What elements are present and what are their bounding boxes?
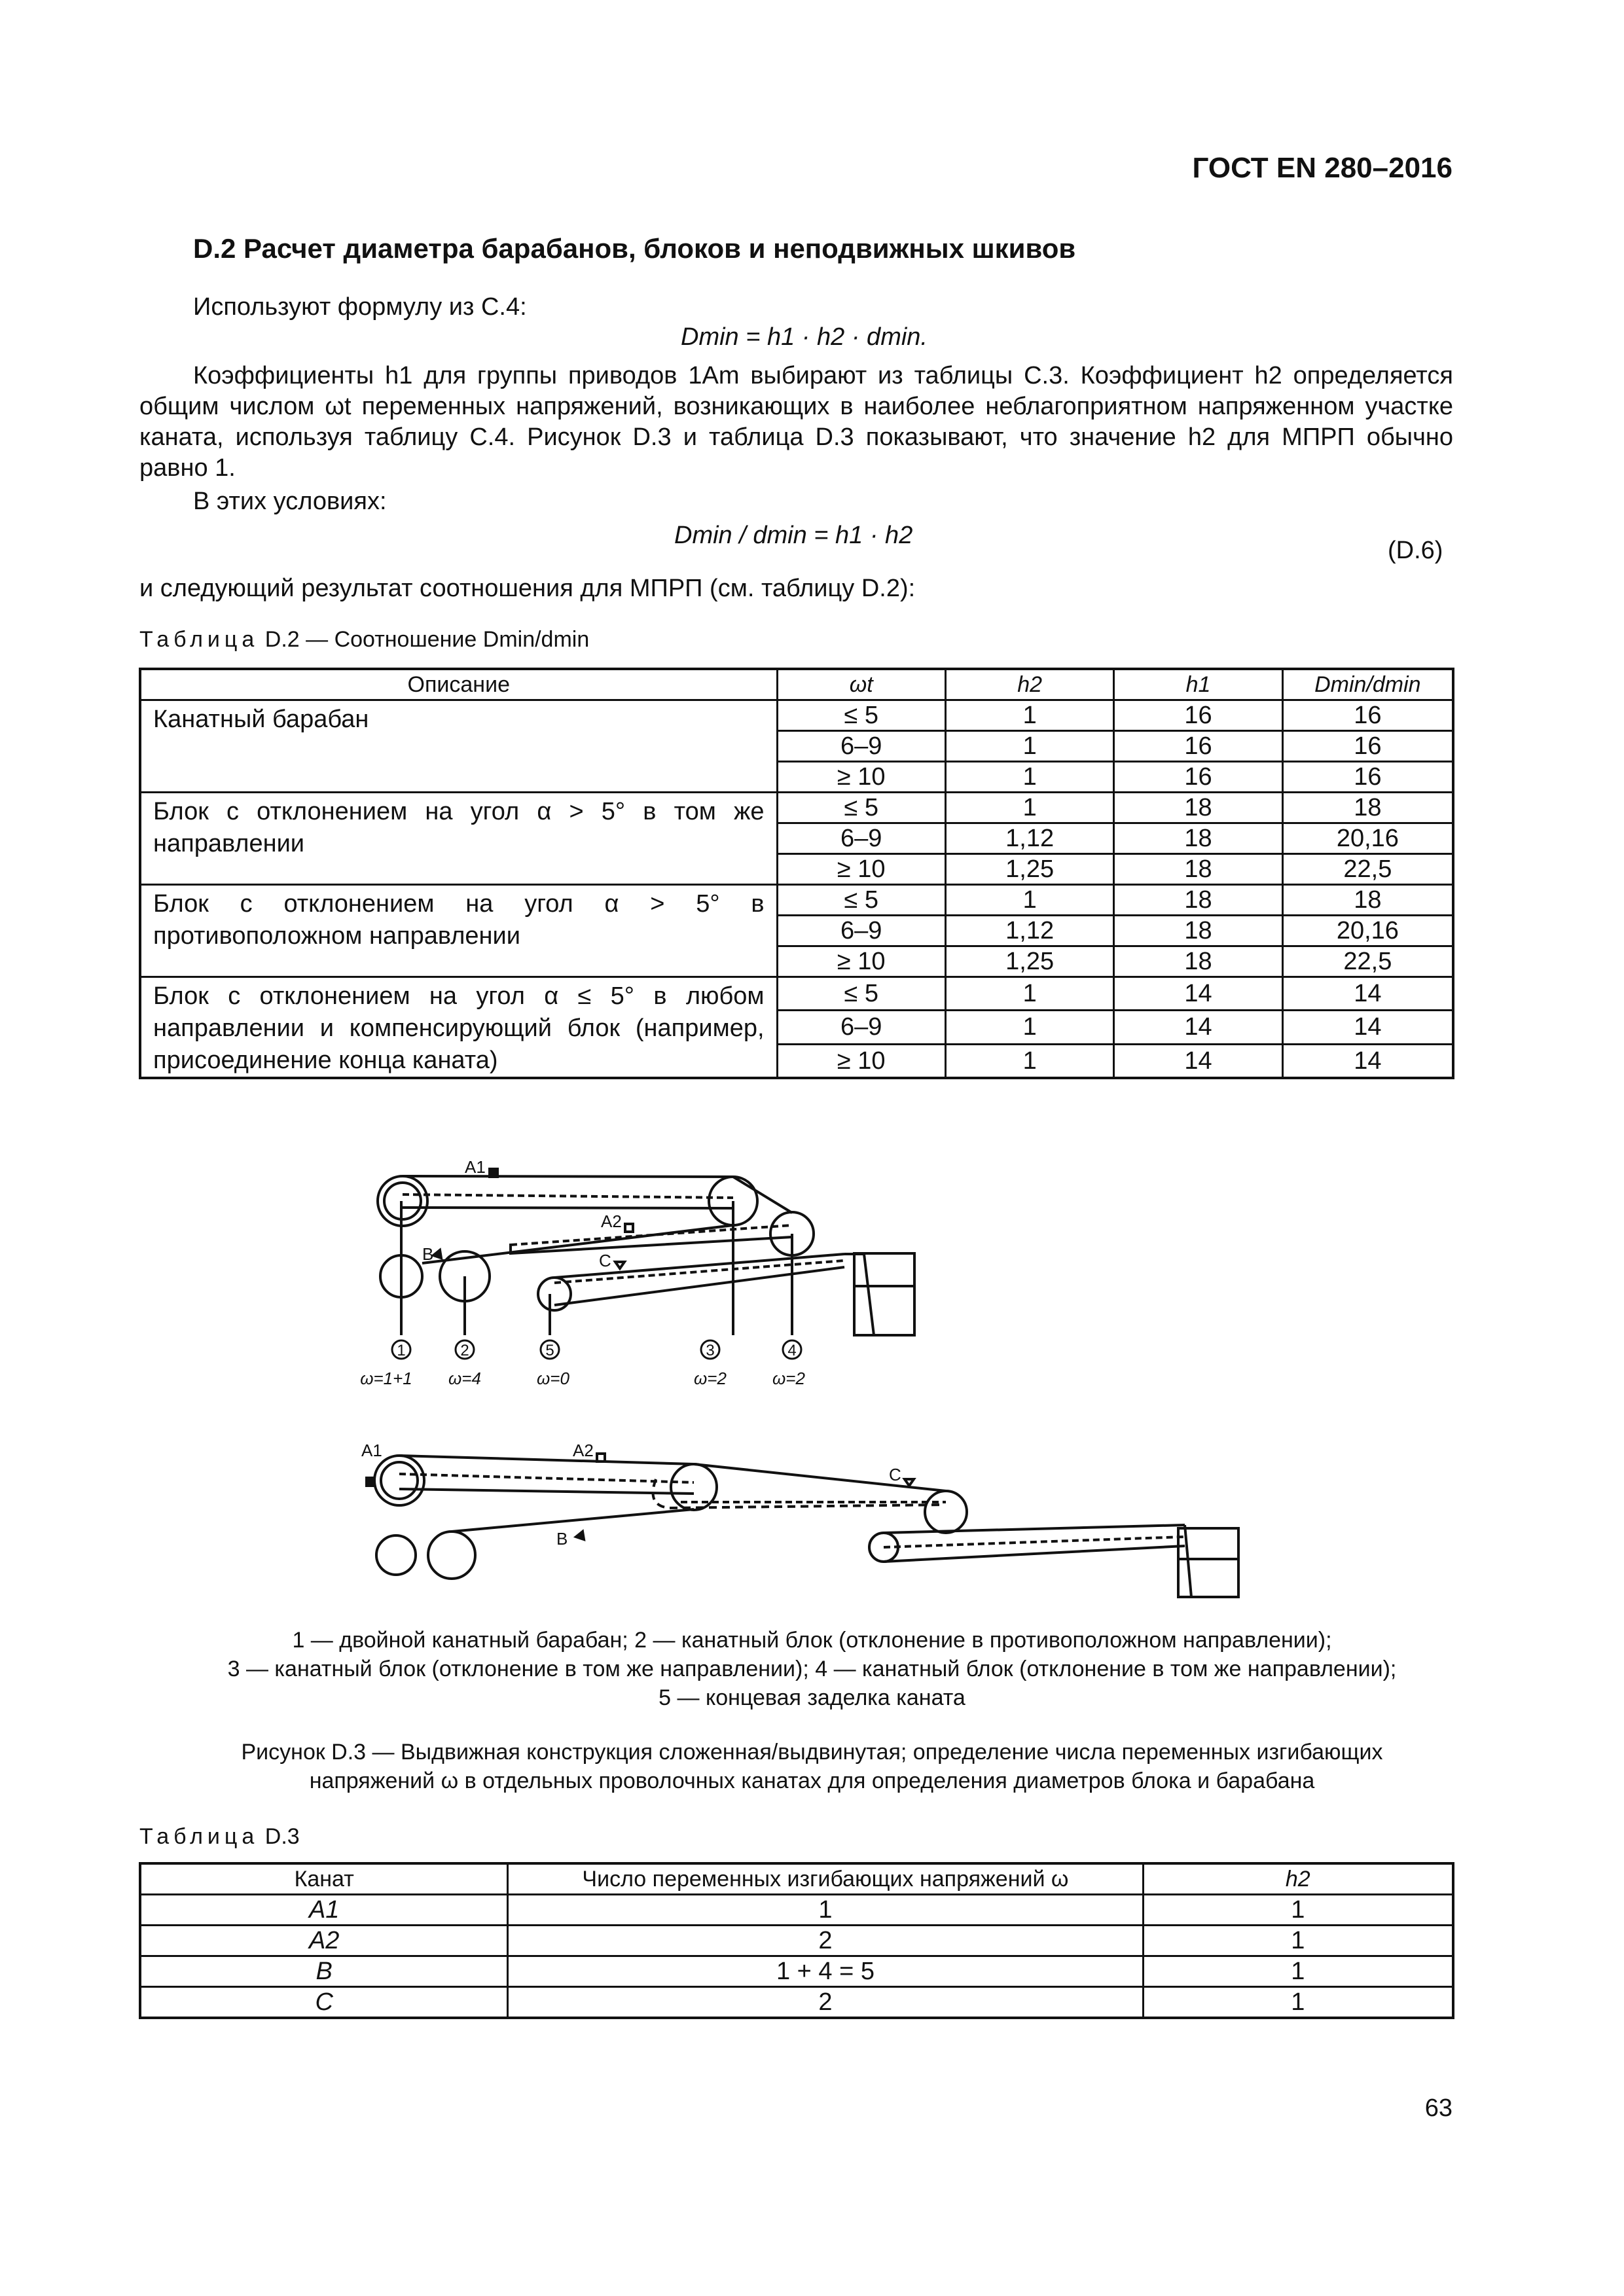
table-cell: A1 (140, 1895, 508, 1926)
table-cell: 1 (945, 793, 1113, 823)
table-d3-caption (139, 1824, 300, 1850)
table-cell: 6–9 (777, 823, 945, 854)
table-cell: 20,16 (1282, 823, 1453, 854)
rope-b-ext (452, 1509, 694, 1532)
table-cell: 1 (945, 762, 1113, 793)
rope-c-ext-drop (1185, 1525, 1191, 1597)
table-cell: 1,25 (945, 854, 1113, 885)
rope-a1-ext-lower (399, 1489, 694, 1494)
sheave-4-ext (925, 1491, 967, 1533)
rope-a1-hatch (403, 1194, 733, 1198)
table-cell: 1 (1143, 1926, 1453, 1956)
table-cell: ≥ 10 (777, 1044, 945, 1078)
table-cell: 18 (1282, 885, 1453, 916)
table-cell: 18 (1114, 793, 1282, 823)
table-d2-caption-rest: D.2 — Соотношение Dmin/dmin (264, 627, 590, 652)
use-formula-text: Используют формулу из C.4: (193, 293, 527, 321)
table-cell: 1 (945, 700, 1113, 731)
table-d2-group-description: Канатный барабан (140, 700, 777, 793)
table-cell: C (140, 1987, 508, 2018)
table-cell: 16 (1282, 731, 1453, 762)
sheave-2-ext (428, 1532, 475, 1579)
table-cell: 22,5 (1282, 854, 1453, 885)
figure-legend-3: 5 — концевая заделка каната (659, 1685, 965, 1710)
conditions-text: В этих условиях: (193, 488, 387, 515)
rope-c-ext-lower (884, 1546, 1185, 1562)
table-d2-header-omega: ωt (777, 669, 945, 700)
label-b-top: B (422, 1244, 434, 1264)
table-cell: 22,5 (1282, 946, 1453, 977)
table-cell: 18 (1282, 793, 1453, 823)
table-d2-header-row (140, 669, 1453, 700)
table-d3-caption-prefix: Таблица (139, 1824, 259, 1849)
table-cell: A2 (140, 1926, 508, 1956)
table-row (140, 1956, 1453, 1987)
table-cell: 1 (945, 1011, 1113, 1044)
a2-marker-ext (597, 1454, 605, 1462)
table-cell: 6–9 (777, 1011, 945, 1044)
figure-legend-2: 3 — канатный блок (отклонение в том же направлении); 4 — канатный блок (отклонение в том же направлении); (227, 1657, 1397, 1681)
table-cell: 1 + 4 = 5 (508, 1956, 1143, 1987)
table-cell: ≤ 5 (777, 700, 945, 731)
table-cell: 1,12 (945, 916, 1113, 946)
label-a1-bottom: A1 (361, 1441, 382, 1460)
table-d2-group-description: Блок с отклонением на угол α ≤ 5° в любом направлении и компенсирующий блок (например, присоединение конца каната) (140, 977, 777, 1079)
table-cell: ≥ 10 (777, 854, 945, 885)
formula-2: Dmin / dmin = h1 · h2 (674, 522, 913, 549)
rope-c-ext-hatch (884, 1537, 1185, 1547)
table-cell: 6–9 (777, 731, 945, 762)
table-cell: 16 (1114, 762, 1282, 793)
result-text: и следующий результат соотношения для МПРП (см. таблицу D.2): (139, 575, 916, 602)
table-cell: 18 (1114, 885, 1282, 916)
table-d2 (139, 668, 1454, 1079)
table-cell: 18 (1114, 946, 1282, 977)
table-cell: 14 (1114, 1044, 1282, 1078)
table-cell: 14 (1282, 977, 1453, 1011)
label-b-bottom: B (556, 1529, 568, 1549)
document-header: ГОСТ EN 280–2016 (1192, 152, 1453, 184)
section-title: D.2 Расчет диаметра барабанов, блоков и неподвижных шкивов (193, 233, 1076, 264)
equation-number: (D.6) (1388, 537, 1443, 564)
table-d3-header-row (140, 1863, 1453, 1895)
rope-c-drop (844, 1254, 874, 1335)
a1-marker (490, 1169, 497, 1177)
table-d2-group-description: Блок с отклонением на угол α > 5° в противоположном направлении (140, 885, 777, 977)
table-cell: 1 (1143, 1895, 1453, 1926)
page-number: 63 (1424, 2094, 1453, 2122)
figure-title-2: напряжений ω в отдельных проволочных канатах для определения диаметров блока и барабана (309, 1768, 1315, 1793)
table-cell: 6–9 (777, 916, 945, 946)
rope-drum-inner-ext (381, 1462, 418, 1499)
rope-a2-ext (694, 1464, 946, 1491)
table-row (140, 1926, 1453, 1956)
table-cell: 1 (945, 1044, 1113, 1078)
table-cell: 16 (1114, 700, 1282, 731)
table-cell: 18 (1114, 916, 1282, 946)
table-cell: 16 (1282, 700, 1453, 731)
table-cell: ≤ 5 (777, 977, 945, 1011)
table-row (140, 700, 1453, 731)
table-d2-caption (139, 627, 589, 653)
table-d3 (139, 1862, 1454, 2019)
table-cell: ≥ 10 (777, 762, 945, 793)
label-a1-top: A1 (465, 1157, 486, 1177)
table-cell: 1 (945, 885, 1113, 916)
table-cell: 14 (1114, 1011, 1282, 1044)
table-cell: 1 (1143, 1987, 1453, 2018)
table-d3-caption-rest: D.3 (264, 1824, 300, 1849)
table-row (140, 1987, 1453, 2018)
omega-2: ω=4 (448, 1369, 481, 1388)
label-a2-bottom: A2 (573, 1441, 594, 1460)
table-cell: 14 (1282, 1011, 1453, 1044)
rope-a2-top (733, 1177, 792, 1213)
table-cell: 2 (508, 1987, 1143, 2018)
omega-5: ω=0 (537, 1369, 569, 1388)
rope-a1-upper (403, 1176, 733, 1177)
b-marker-ext (576, 1532, 584, 1539)
table-d3-header-count: Число переменных изгибающих напряжений ω (508, 1863, 1143, 1895)
figure-legend-1: 1 — двойной канатный барабан; 2 — канатный блок (отклонение в противоположном направлении); (292, 1628, 1332, 1653)
c-marker-ext (905, 1479, 914, 1486)
table-cell: 1 (508, 1895, 1143, 1926)
extended-configuration (367, 1454, 1238, 1597)
label-a2-top: A2 (601, 1211, 622, 1231)
table-row (140, 793, 1453, 823)
table-cell: ≤ 5 (777, 885, 945, 916)
table-cell: 14 (1114, 977, 1282, 1011)
table-cell: 18 (1114, 854, 1282, 885)
number-4: 4 (787, 1342, 797, 1359)
rope-a1-ext-hatch (399, 1474, 694, 1482)
figure-title-1: Рисунок D.3 — Выдвижная конструкция сложенная/выдвинутая; определение числа переменных изгибающих (241, 1740, 1383, 1765)
a1-marker-ext (367, 1478, 374, 1486)
paragraph-coefficients: Коэффициенты h1 для группы приводов 1Am выбирают из таблицы C.3. Коэффициент h2 определяется общим числом ωt переменных напряжений, возникающих в наиболее неблагоприятном напряженном участке каната, используя таблицу C.4. Рисунок D.3 и таблица D.3 показывают, что значение h2 для МПРП обычно равно 1. (139, 362, 1453, 482)
number-2: 2 (460, 1342, 469, 1359)
rope-a1-ext-upper (399, 1456, 694, 1464)
table-cell: ≤ 5 (777, 793, 945, 823)
omega-3: ω=2 (694, 1369, 727, 1388)
folded-configuration (378, 1169, 914, 1359)
table-d2-group-description: Блок с отклонением на угол α > 5° в том же направлении (140, 793, 777, 885)
table-cell: B (140, 1956, 508, 1987)
table-row (140, 977, 1453, 1011)
table-d2-header-h2: h2 (945, 669, 1113, 700)
table-cell: 1 (945, 731, 1113, 762)
number-1: 1 (397, 1342, 406, 1359)
omega-1: ω=1+1 (360, 1369, 412, 1388)
table-cell: 16 (1114, 731, 1282, 762)
table-cell: ≥ 10 (777, 946, 945, 977)
table-d3-header-h2: h2 (1143, 1863, 1453, 1895)
figure-d3-diagram (340, 1145, 1303, 1604)
table-d2-header-h1: h1 (1114, 669, 1282, 700)
omega-4: ω=2 (772, 1369, 805, 1388)
table-cell: 2 (508, 1926, 1143, 1956)
number-5: 5 (545, 1342, 554, 1359)
table-cell: 1,25 (945, 946, 1113, 977)
table-cell: 1,12 (945, 823, 1113, 854)
formula-1: Dmin = h1 · h2 · dmin. (681, 323, 928, 351)
number-3: 3 (706, 1342, 715, 1359)
table-d2-header-ratio: Dmin/dmin (1282, 669, 1453, 700)
c-marker (615, 1262, 624, 1268)
table-cell: 14 (1282, 1044, 1453, 1078)
label-c-bottom: C (889, 1465, 901, 1484)
b-marker (433, 1250, 441, 1258)
table-cell: 16 (1282, 762, 1453, 793)
a2-marker (625, 1224, 633, 1232)
table-cell: 20,16 (1282, 916, 1453, 946)
table-d3-header-rope: Канат (140, 1863, 508, 1895)
table-cell: 1 (1143, 1956, 1453, 1987)
table-row (140, 885, 1453, 916)
label-c-top: C (599, 1251, 611, 1270)
table-row (140, 1895, 1453, 1926)
table-d2-header-description: Описание (140, 669, 777, 700)
table-d2-caption-prefix: Таблица (139, 627, 259, 652)
platform-box (854, 1253, 914, 1335)
rope-a2 (511, 1237, 792, 1253)
table-cell: 18 (1114, 823, 1282, 854)
table-cell: 1 (945, 977, 1113, 1011)
drum-lower-ext (376, 1535, 416, 1575)
